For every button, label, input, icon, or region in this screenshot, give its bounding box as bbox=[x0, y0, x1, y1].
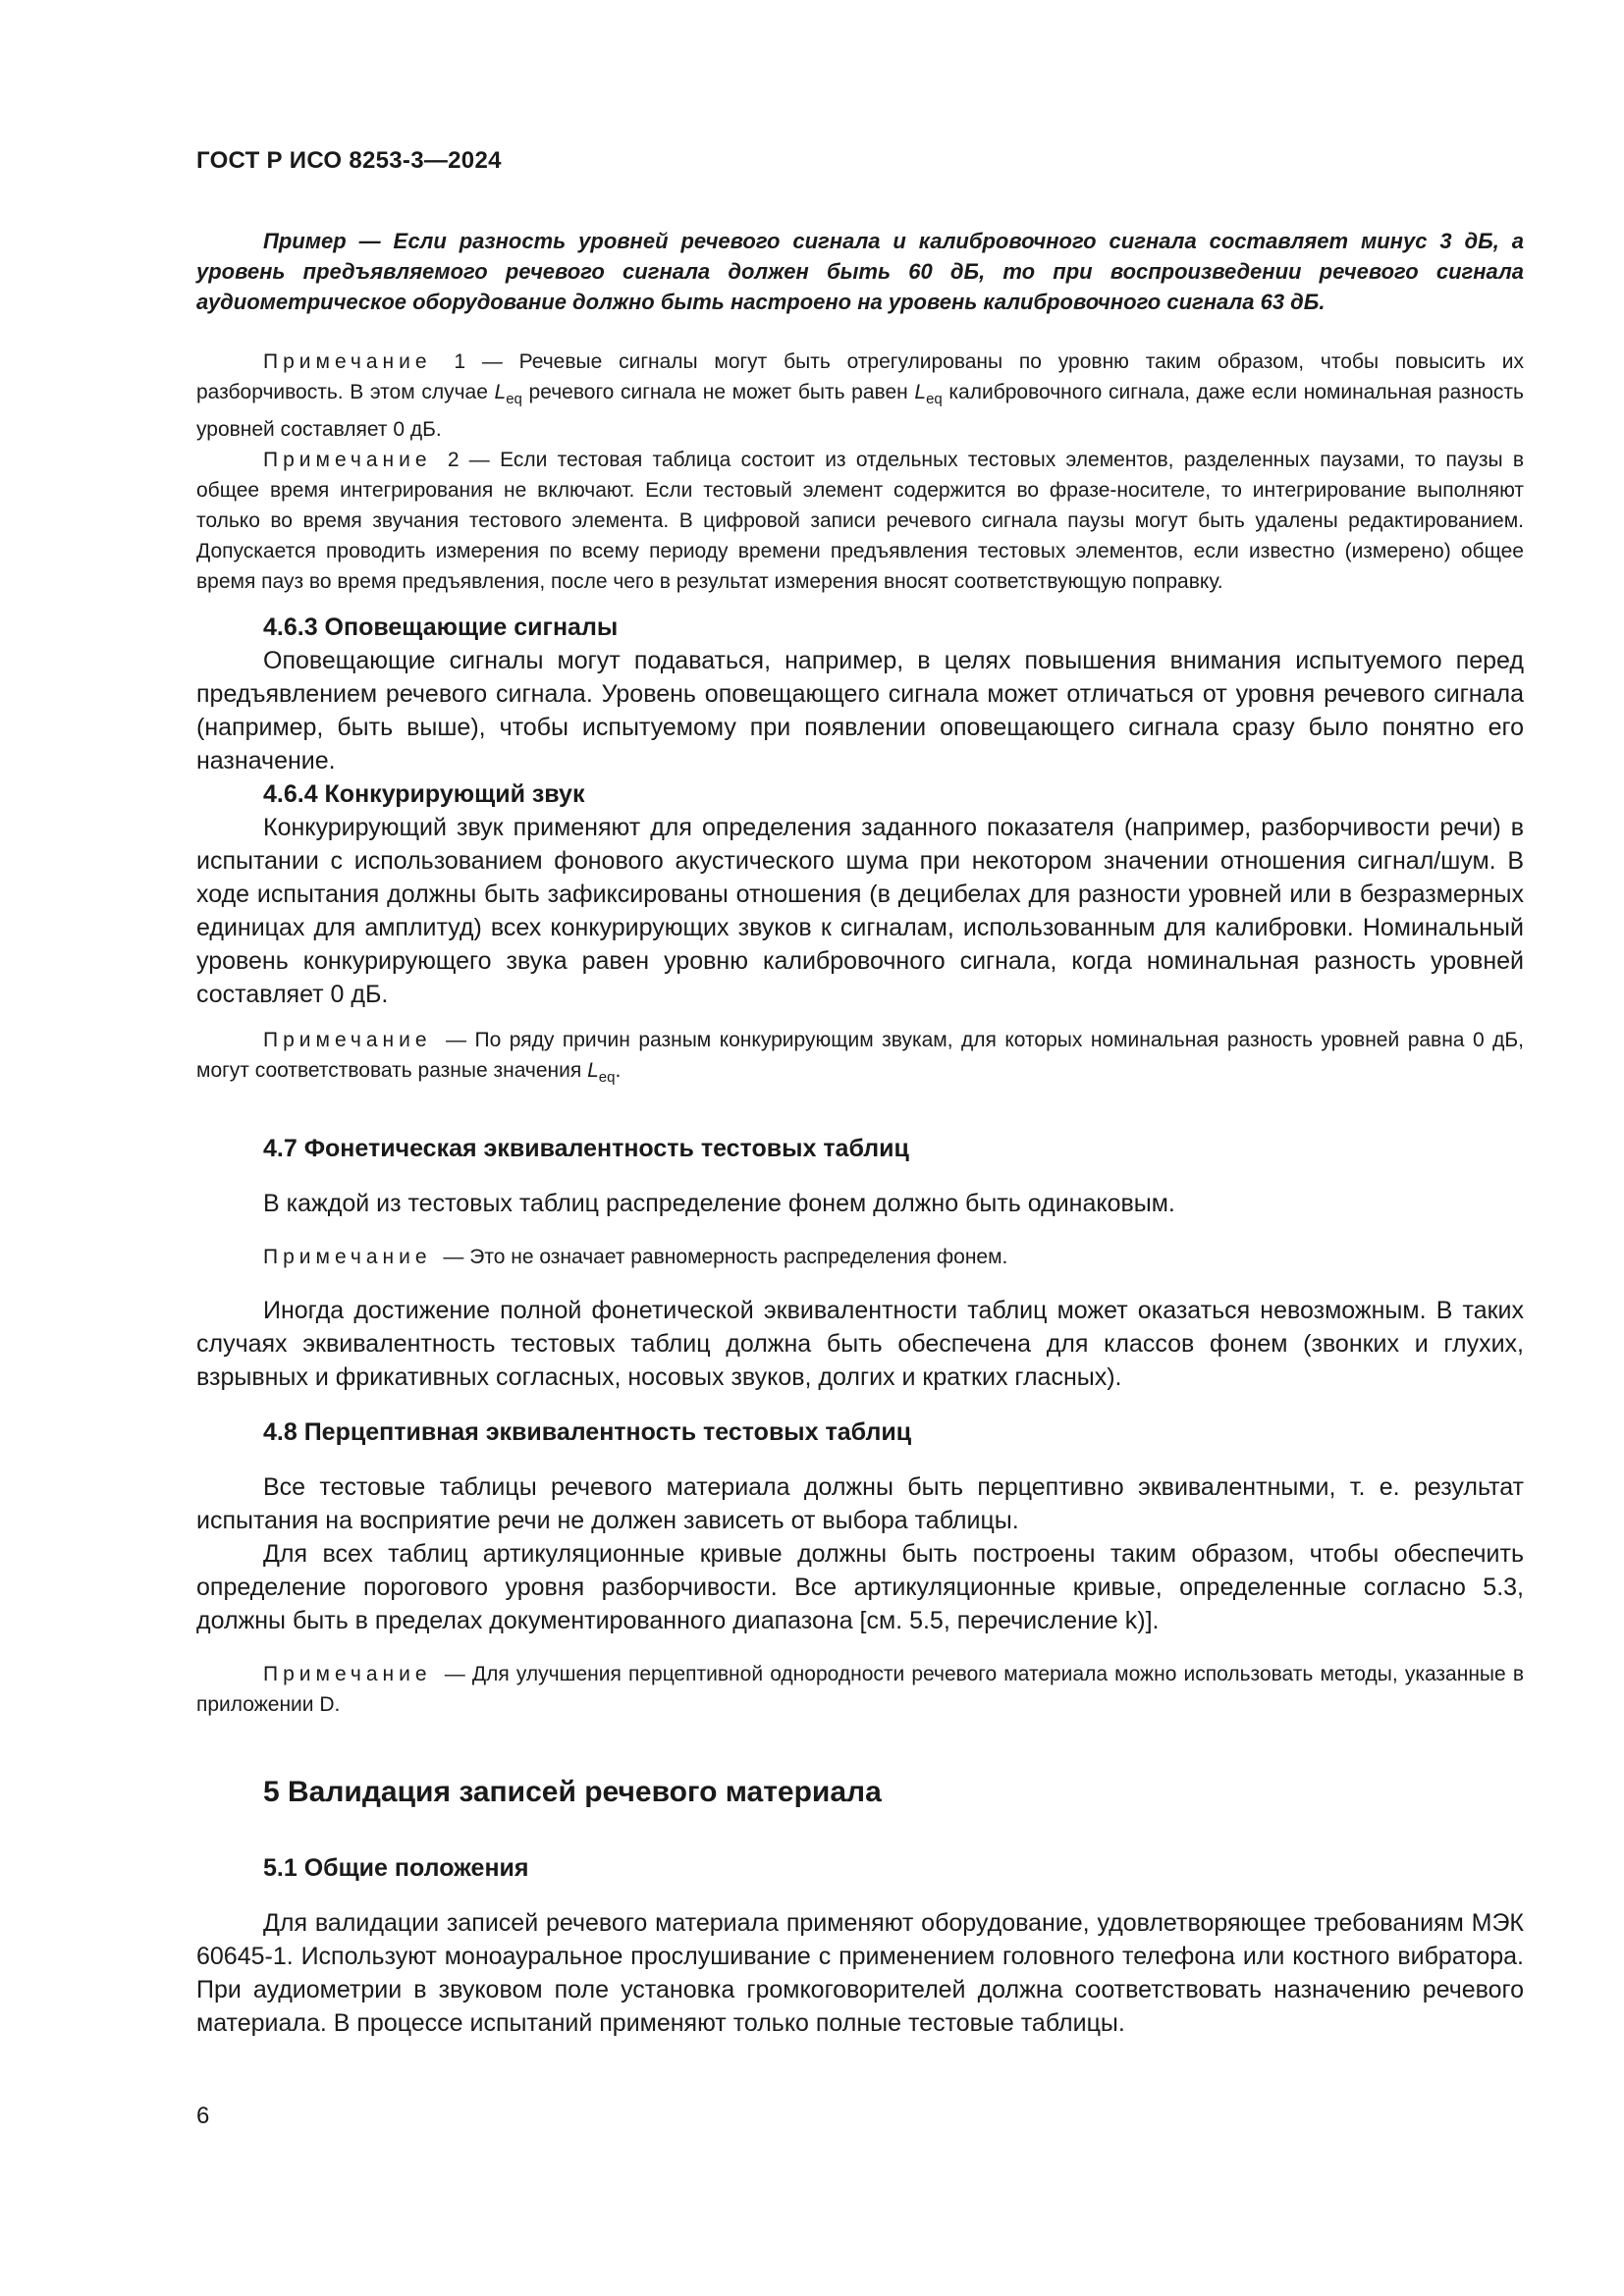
document-header: ГОСТ Р ИСО 8253-3—2024 bbox=[196, 147, 502, 174]
leq-subscript: eq bbox=[926, 391, 943, 407]
section-4-8-text-2: Для всех таблиц артикуляционные кривые должны быть построены таким образом, чтобы обеспечить определение порогового уровня разборчивости. Все артикуляционные кривые, определенные согласно 5.3, должны быть в пределах документированного диапазона [см. 5.5, перечисление k)]. bbox=[196, 1540, 1524, 1634]
note-text: калибровочного сигнала, даже если номинальная разность уровней составляет 0 дБ. bbox=[196, 381, 1524, 441]
section-5-1-text: Для валидации записей речевого материала применяют оборудование, удовлетворяющее требованиям МЭК 60645-1. Используют моноауральное прослушивание с применением головного телефона или костного вибратора. При аудиометрии в звуковом поле установка громкоговорителей должна соответствовать назначению речевого материала. В процессе испытаний применяют только полные тестовые таблицы. bbox=[196, 1909, 1524, 2037]
leq-symbol: L bbox=[587, 1059, 599, 1082]
note-label: Примечание bbox=[263, 449, 432, 471]
leq-symbol: L bbox=[914, 381, 927, 403]
section-4-7-text-1: В каждой из тестовых таблиц распределение фонем должно быть одинаковым. bbox=[263, 1190, 1175, 1217]
note-2 bbox=[196, 445, 1524, 597]
section-4-7-heading: 4.7 Фонетическая эквивалентность тестовых таблиц bbox=[263, 1135, 909, 1162]
note-text: — Это не означает равномерность распределения фонем. bbox=[437, 1246, 1008, 1268]
leq-subscript: eq bbox=[506, 391, 522, 407]
section-5-1-heading: 5.1 Общие положения bbox=[263, 1854, 529, 1882]
note-text: . bbox=[615, 1059, 622, 1082]
note-4-7 bbox=[196, 1242, 1524, 1272]
note-label: Примечание bbox=[263, 1029, 432, 1051]
note-4-6-4 bbox=[196, 1025, 1524, 1093]
note-text: 2 — Если тестовая таблица состоит из отдельных тестовых элементов, разделенных паузами, то паузы в общее время интегрирования не включают. Если тестовый элемент содержится во фразе-носителе, то интегрирование выполняют только во время звучания тестового элемента. В цифровой записи речевого сигнала паузы могут быть удалены редактированием. Допускается проводить измерения по всему периоду времени предъявления тестовых элементов, если известно (измерено) общее время пауз во время предъявления, после чего в результат измерения вносят соответствующую поправку. bbox=[196, 449, 1524, 593]
note-1 bbox=[196, 347, 1524, 445]
example-paragraph: Пример — Если разность уровней речевого сигнала и калибровочного сигнала составляет минус 3 дБ, а уровень предъявляемого речевого сигнала должен быть 60 дБ, то при воспроизведении речевого сигнала аудиометрическое оборудование должно быть настроено на уровень калибровочного сигнала 63 дБ. bbox=[196, 229, 1524, 314]
note-text: — По ряду причин разным конкурирующим звукам, для которых номинальная разность уровней равна 0 дБ, могут соответствовать разные значения bbox=[196, 1029, 1524, 1082]
note-label: Примечание bbox=[263, 350, 432, 373]
section-4-8-heading: 4.8 Перцептивная эквивалентность тестовых таблиц bbox=[263, 1418, 912, 1446]
note-label: Примечание bbox=[263, 1246, 432, 1268]
note-text: 1 — Речевые сигналы могут быть отрегулированы по уровню таким образом, чтобы повысить их разборчивость. В этом случае bbox=[196, 350, 1524, 403]
section-4-6-3-heading: 4.6.3 Оповещающие сигналы bbox=[263, 614, 619, 641]
note-label: Примечание bbox=[263, 1663, 432, 1685]
leq-subscript: eq bbox=[598, 1069, 616, 1086]
document-page bbox=[196, 147, 1524, 2040]
note-4-8 bbox=[196, 1659, 1524, 1720]
section-4-7-text-2: Иногда достижение полной фонетической эквивалентности таблиц может оказаться невозможным. В таких случаях эквивалентность тестовых таблиц должна быть обеспечена для классов фонем (звонких и глухих, взрывных и фрикативных согласных, носовых звуков, долгих и кратких гласных). bbox=[196, 1297, 1524, 1391]
note-text: — Для улучшения перцептивной однородности речевого материала можно использовать методы, указанные в приложении D. bbox=[196, 1663, 1524, 1716]
page-number: 6 bbox=[196, 2103, 210, 2129]
chapter-5-heading: 5 Валидация записей речевого материала bbox=[263, 1776, 882, 1808]
section-4-6-4-text: Конкурирующий звук применяют для определения заданного показателя (например, разборчивости речи) в испытании с использованием фонового акустического шума при некотором значении отношения сигнал/шум. В ходе испытания должны быть зафиксированы отношения (в децибелах для разности уровней или в безразмерных единицах для амплитуд) всех конкурирующих звуков к сигналам, использованным для калибровки. Номинальный уровень конкурирующего звука равен уровню калибровочного сигнала, когда номинальная разность уровней составляет 0 дБ. bbox=[196, 814, 1524, 1008]
section-4-6-4-heading: 4.6.4 Конкурирующий звук bbox=[263, 780, 585, 808]
note-text: речевого сигнала не может быть равен bbox=[521, 381, 915, 403]
leq-symbol: L bbox=[494, 381, 507, 403]
section-4-8-text-1: Все тестовые таблицы речевого материала должны быть перцептивно эквивалентными, т. е. результат испытания на восприятие речи не должен зависеть от выбора таблицы. bbox=[196, 1473, 1524, 1534]
section-4-6-3-text: Оповещающие сигналы могут подаваться, например, в целях повышения внимания испытуемого перед предъявлением речевого сигнала. Уровень оповещающего сигнала может отличаться от уровня речевого сигнала (например, быть выше), чтобы испытуемому при появлении оповещающего сигнала сразу было понятно его назначение. bbox=[196, 647, 1524, 774]
